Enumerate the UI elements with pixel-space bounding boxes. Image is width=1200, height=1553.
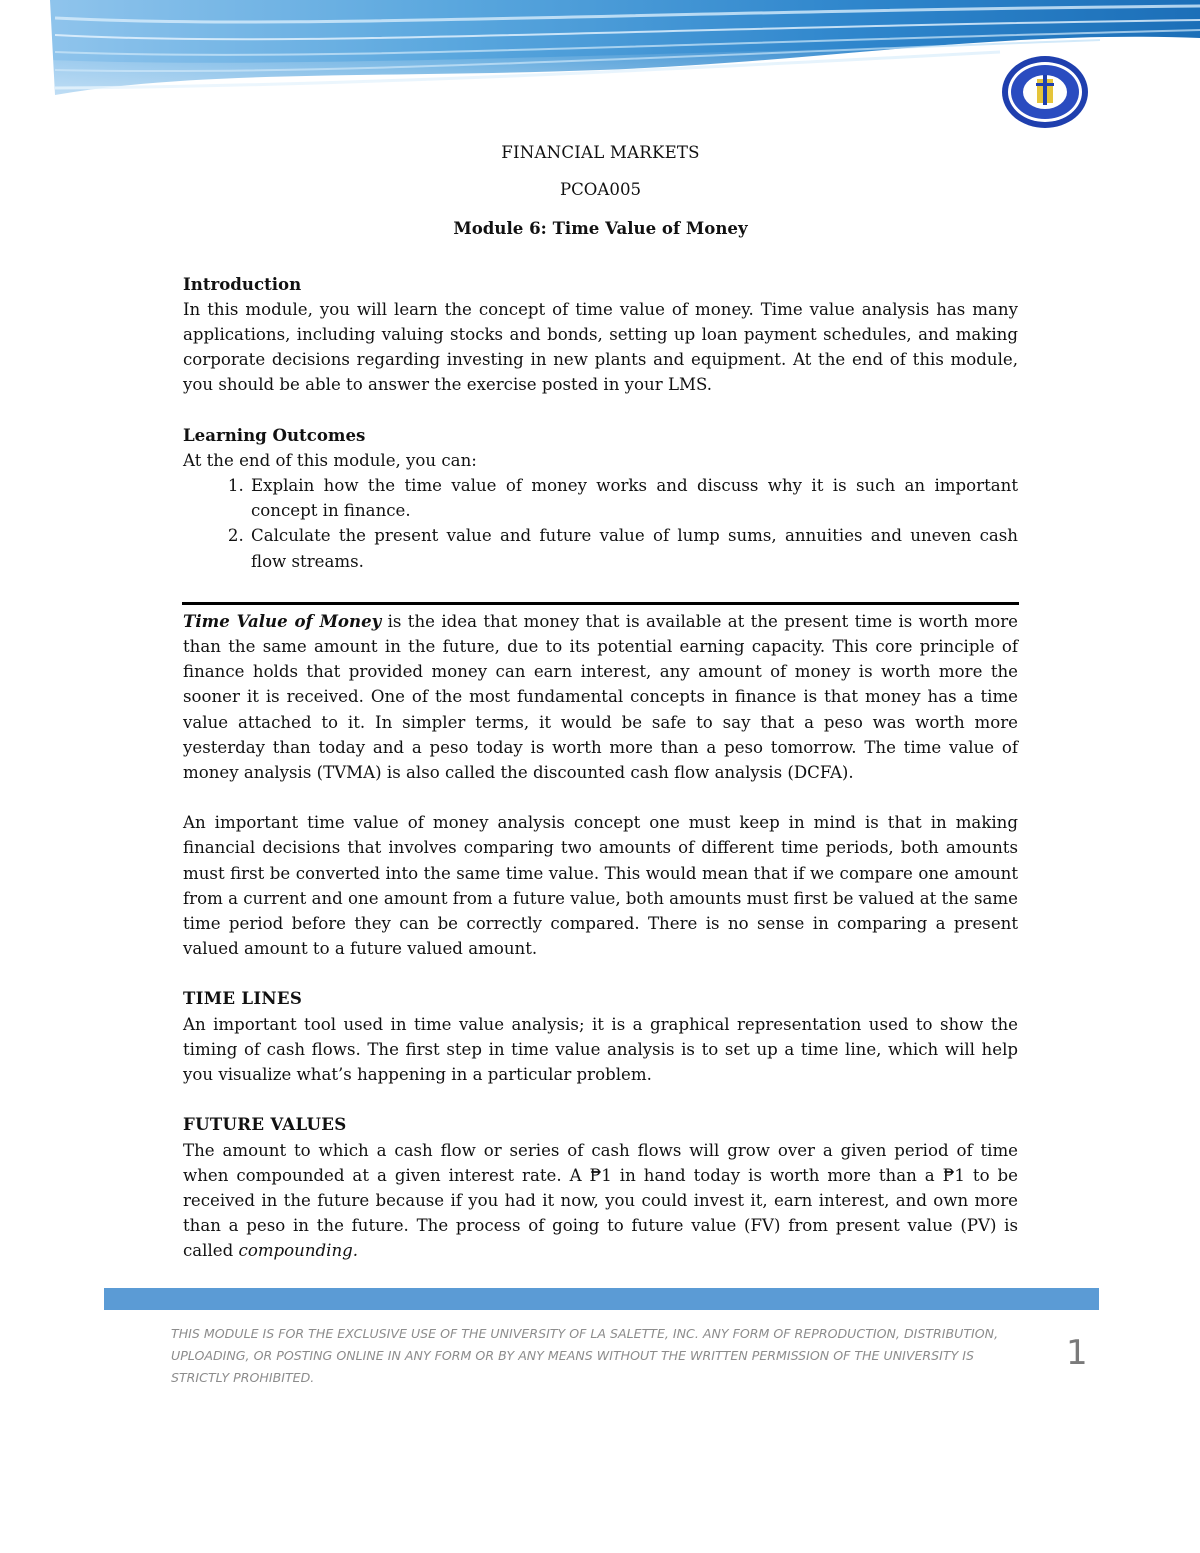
- copyright-notice: THIS MODULE IS FOR THE EXCLUSIVE USE OF THE UNIVERSITY OF LA SALETTE, INC. ANY FORM OF REPRODUCTION, DISTRIBUTION, UPLOADING, OR POSTING ONLINE IN ANY FORM OR BY ANY MEANS WITHOUT THE WRITTEN PERMISSION OF THE UNIVERSITY IS STRICTLY PROHIBITED.: [171, 1326, 999, 1385]
- compounding-term: compounding.: [238, 1241, 359, 1261]
- course-name: FINANCIAL MARKETS: [501, 143, 700, 162]
- section-divider: [182, 602, 1019, 605]
- footer-bar: [104, 1288, 1099, 1310]
- course-code: PCOA005: [559, 180, 642, 200]
- tvm-paragraph-2: An important time value of money analysis concept one must keep in mind is that in making financial decisions that involves comparing two amounts of different time periods, both amounts must first be converted into the same time value. This would mean that if we compare one amount from a current and one amount from a future value, both amounts must first be valued at the same time period before they can be correctly compared. There is no sense in comparing a present valued amount to a future valued amount.: [183, 813, 1018, 959]
- introduction-heading: Introduction: [183, 273, 302, 294]
- page-number: 1: [1066, 1333, 1088, 1373]
- learning-outcomes-heading: Learning Outcomes: [183, 424, 366, 445]
- university-seal-logo: [1000, 55, 1090, 130]
- module-title: Module 6: Time Value of Money: [453, 218, 748, 239]
- tvm-term: Time Value of Money: [183, 610, 382, 631]
- tvm-definition: is the idea that money that is available at the present time is worth more than the same amount in the future, due to its potential earning capacity. This core principle of finance holds that provided money can earn interest, any amount of money is worth more the sooner it is received. One of the most fundamental concepts in finance is that money has a time value attached to it. In simpler terms, it would be safe to say that a peso was worth more yesterday than today and a peso today is worth more than a peso tomorrow. The time value of money analysis (TVMA) is also called the discounted cash flow analysis (DCFA).: [183, 611, 1018, 783]
- tvm-definition-paragraph: [183, 609, 1018, 785]
- list-item: 1. Explain how the time value of money works and discuss why it is such an important concept in finance.: [249, 473, 1018, 523]
- learning-outcomes-lead: At the end of this module, you can:: [183, 450, 477, 470]
- time-lines-body: An important tool used in time value analysis; it is a graphical representation used to show the timing of cash flows. The first step in time value analysis is to set up a time line, which will help you visualize what’s happening in a particular problem.: [183, 1014, 1018, 1085]
- future-values-paragraph: [183, 1138, 1018, 1264]
- introduction-body: In this module, you will learn the concept of time value of money. Time value analysis has many applications, including valuing stocks and bonds, setting up loan payment schedules, and making corporate decisions regarding investing in new plants and equipment. At the end of this module, you should be able to answer the exercise posted in your LMS.: [183, 299, 1018, 395]
- future-values-body: The amount to which a cash flow or series of cash flows will grow over a given period of time when compounded at a given interest rate. A ₱1 in hand today is worth more than a ₱1 to be received in the future because if you had it now, you could invest it, earn interest, and own more than a peso in the future. The process of going to future value (FV) from present value (PV) is called: [183, 1140, 1018, 1261]
- time-lines-heading: TIME LINES: [183, 988, 303, 1009]
- module-content: [183, 138, 1018, 1264]
- learning-outcomes-list: [183, 473, 1018, 574]
- future-values-heading: FUTURE VALUES: [183, 1114, 347, 1135]
- list-item: 2. Calculate the present value and future value of lump sums, annuities and uneven cash flow streams.: [249, 523, 1018, 573]
